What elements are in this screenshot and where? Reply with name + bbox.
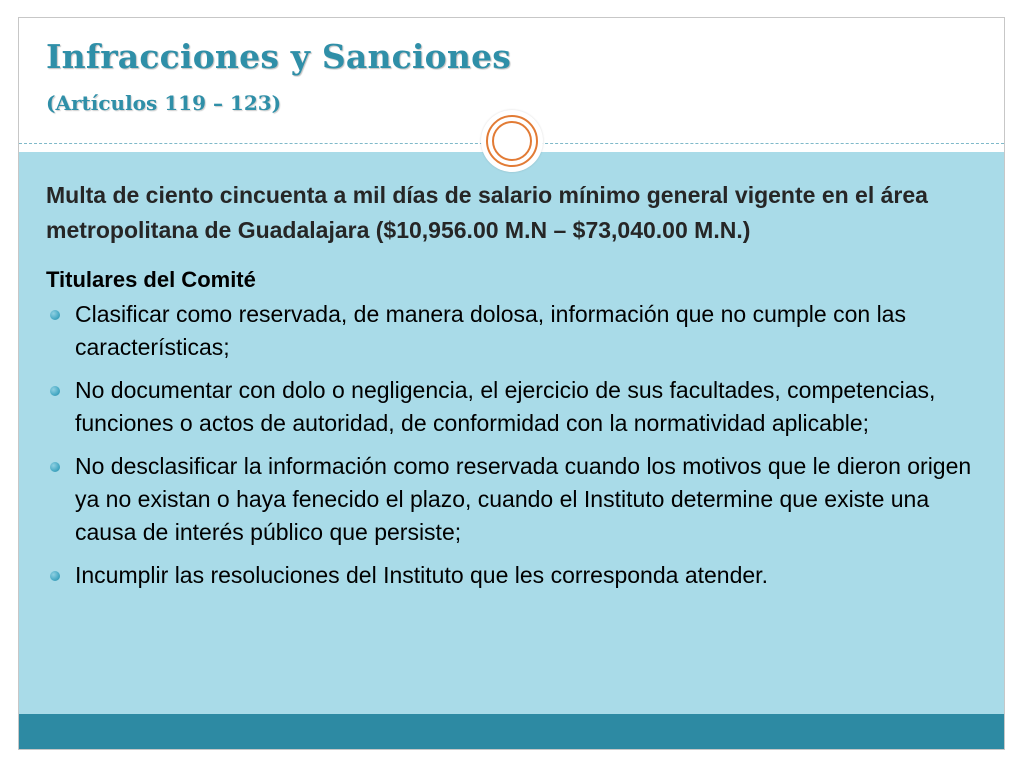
bullet-dot-icon [50,386,60,396]
section-heading: Titulares del Comité [46,267,256,292]
slide-content [46,178,976,602]
list-item [46,298,976,364]
fine-description: Multa de ciento cincuenta a mil días de salario mínimo general vigente en el área metropolitana de Guadalajara ($10,956.00 M.N – $73,040.00 M.N.) [46,182,928,243]
concentric-circles-icon [481,110,543,172]
ornament-inner-ring [492,121,532,161]
list-item-text: No desclasificar la información como reservada cuando los motivos que le dieron origen ya no existan o haya fenecido el plazo, cuando el Instituto determine que existe una causa de interés público que persiste; [75,453,972,545]
bullet-dot-icon [50,571,60,581]
list-item [46,450,976,549]
bullet-dot-icon [50,310,60,320]
list-item-text: Clasificar como reservada, de manera dolosa, información que no cumple con las características; [75,301,906,360]
list-item [46,559,976,592]
infractions-list [46,298,976,592]
list-item-text: Incumplir las resoluciones del Instituto que les corresponda atender. [75,562,768,588]
footer-bar [19,714,1004,749]
slide-title: Infracciones y Sanciones [46,37,512,76]
bullet-dot-icon [50,462,60,472]
list-item-text: No documentar con dolo o negligencia, el ejercicio de sus facultades, competencias, funciones o actos de autoridad, de conformidad con la normatividad aplicable; [75,377,936,436]
list-item [46,374,976,440]
slide-subtitle: (Artículos 119 – 123) [46,91,282,115]
